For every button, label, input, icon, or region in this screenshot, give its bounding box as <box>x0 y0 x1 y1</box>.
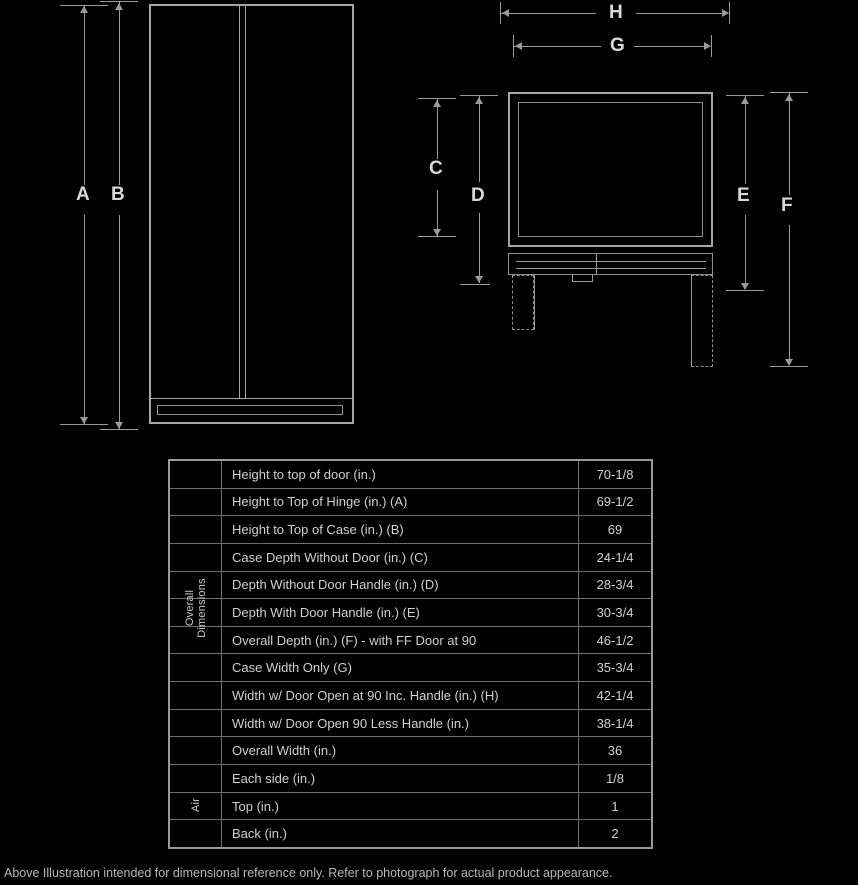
table-group-cell <box>170 654 222 681</box>
table-group-cell <box>170 765 222 813</box>
dim-f-line-lower <box>789 225 790 365</box>
dim-f-bottom-tick <box>770 366 808 367</box>
table-row-value: 1 <box>611 798 619 814</box>
dim-e-arrow-down <box>741 283 749 290</box>
table-row-value: 69 <box>607 522 623 538</box>
dim-b-line-lower <box>119 215 120 429</box>
dim-label-a: A <box>76 184 90 205</box>
dim-g-arrow-right <box>704 42 711 50</box>
table-row-label: Height to Top of Hinge (in.) (A) <box>222 489 579 516</box>
table-group-label: Air <box>189 797 202 813</box>
dim-d-line-lower <box>479 213 480 283</box>
table-row-value: 69-1/2 <box>596 494 634 510</box>
table-group-cell <box>170 544 222 571</box>
door-swing-right-edge <box>691 275 692 367</box>
table-row-label: Depth With Door Handle (in.) (E) <box>222 599 579 626</box>
table-row-value: 28-3/4 <box>596 577 634 593</box>
table-group-cell <box>170 710 222 737</box>
dim-label-g: G <box>610 35 625 56</box>
table-row <box>170 820 651 847</box>
table-group-cell <box>170 572 222 599</box>
dim-c-line-upper <box>437 99 438 159</box>
dim-label-c: C <box>429 158 443 179</box>
dim-label-b: B <box>111 184 125 205</box>
door-split-line <box>239 6 246 398</box>
dim-g-line-left <box>514 46 601 47</box>
table-group-label: Overall Dimensions <box>183 577 208 638</box>
footnote-text: Above Illustration intended for dimensional reference only. Refer to photograph for actual product appearance. <box>4 866 613 880</box>
plan-handle-right <box>592 275 593 282</box>
table-row-label: Width w/ Door Open at 90 Inc. Handle (in.) (H) <box>222 682 579 709</box>
dim-label-f: F <box>781 195 793 216</box>
dim-d-bottom-tick <box>460 284 490 285</box>
table-row-label: Each side (in.) <box>222 765 579 792</box>
dim-b-arrow-down <box>115 422 123 429</box>
dim-g-arrow-left <box>515 42 522 50</box>
plan-inner-line-2 <box>516 268 706 269</box>
plan-handle-mark <box>572 281 592 282</box>
table-row-label: Overall Width (in.) <box>222 737 579 764</box>
door-open-plan-view <box>508 253 713 275</box>
top-view-inner-outline <box>518 102 703 237</box>
table-row <box>170 489 651 517</box>
table-row-value: 1/8 <box>605 770 625 786</box>
table-group-cell <box>170 627 222 654</box>
table-group-cell <box>170 599 222 626</box>
dim-label-d: D <box>471 185 485 206</box>
dim-label-e: E <box>737 185 750 206</box>
dim-e-arrow-up <box>741 97 749 104</box>
dim-c-bottom-tick <box>418 236 456 237</box>
table-row <box>170 654 651 682</box>
dim-a-arrow-up <box>80 6 88 13</box>
dim-d-arrow-up <box>475 97 483 104</box>
table-row-value: 38-1/4 <box>596 715 634 731</box>
table-row-label: Top (in.) <box>222 793 579 820</box>
dim-h-line-right <box>636 13 728 14</box>
table-row-label: Height to top of door (in.) <box>222 461 579 488</box>
dim-d-arrow-down <box>475 276 483 283</box>
table-row <box>170 793 651 821</box>
door-swing-left-edge <box>534 275 535 330</box>
table-row <box>170 544 651 572</box>
dim-b-arrow-up <box>115 3 123 10</box>
table-row-value: 36 <box>607 743 623 759</box>
refrigerator-top-view <box>508 92 713 247</box>
table-row-value: 2 <box>611 826 619 842</box>
table-row-label: Width w/ Door Open 90 Less Handle (in.) <box>222 710 579 737</box>
table-group-cell <box>170 793 222 820</box>
door-swing-right <box>691 275 713 367</box>
table-group-cell <box>170 516 222 543</box>
door-swing-left <box>512 275 534 330</box>
table-row <box>170 627 651 655</box>
table-row-value: 24-1/4 <box>596 549 634 565</box>
table-row-label: Case Width Only (G) <box>222 654 579 681</box>
dim-a-line-lower <box>84 215 85 424</box>
table-row <box>170 572 651 600</box>
dim-h-arrow-left <box>502 9 509 17</box>
table-row-label: Height to Top of Case (in.) (B) <box>222 516 579 543</box>
dim-e-line-lower <box>745 215 746 289</box>
dim-f-arrow-down <box>785 359 793 366</box>
table-row <box>170 710 651 738</box>
dim-e-bottom-tick <box>726 290 764 291</box>
plan-inner-line-1 <box>516 261 706 262</box>
table-row <box>170 516 651 544</box>
table-row-value: 70-1/8 <box>596 466 634 482</box>
table-row-label: Case Depth Without Door (in.) (C) <box>222 544 579 571</box>
table-group-cell <box>170 489 222 516</box>
dim-f-line-upper <box>789 93 790 195</box>
dim-f-arrow-up <box>785 94 793 101</box>
dim-label-h: H <box>609 2 623 23</box>
table-row-value: 42-1/4 <box>596 687 634 703</box>
table-row-value: 46-1/2 <box>596 632 634 648</box>
dim-e-line-upper <box>745 96 746 184</box>
table-group-cell <box>170 737 222 764</box>
dim-a-arrow-down <box>80 417 88 424</box>
table-row-label: Overall Depth (in.) (F) - with FF Door at 90 <box>222 627 579 654</box>
table-row-label: Back (in.) <box>222 820 579 847</box>
table-row <box>170 599 651 627</box>
table-group-cell <box>170 820 222 847</box>
table-group-cell <box>170 461 222 638</box>
dim-b-bottom-tick <box>100 429 138 430</box>
refrigerator-base <box>149 398 354 424</box>
refrigerator-front-view <box>149 4 354 424</box>
refrigerator-kick-plate <box>157 405 343 415</box>
dim-g-line-right <box>634 46 710 47</box>
table-row <box>170 682 651 710</box>
plan-center-divider <box>596 254 597 275</box>
dim-a-bottom-tick <box>60 424 108 425</box>
dim-b-line-upper <box>119 2 120 185</box>
dim-c-arrow-down <box>433 229 441 236</box>
table-group-cell <box>170 682 222 709</box>
dimensions-table <box>168 459 653 849</box>
table-row <box>170 737 651 765</box>
dimensions-table-body <box>170 461 651 847</box>
table-row-label: Depth Without Door Handle (in.) (D) <box>222 572 579 599</box>
dim-h-arrow-right <box>722 9 729 17</box>
dim-a-line-upper <box>84 5 85 185</box>
table-row-value: 30-3/4 <box>596 605 634 621</box>
dim-h-right-tick <box>729 2 730 24</box>
dim-c-arrow-up <box>433 100 441 107</box>
dim-h-line-left <box>501 13 596 14</box>
dim-g-right-tick <box>711 35 712 57</box>
plan-handle-left <box>572 275 573 282</box>
dim-d-line-upper <box>479 96 480 182</box>
table-row-value: 35-3/4 <box>596 660 634 676</box>
